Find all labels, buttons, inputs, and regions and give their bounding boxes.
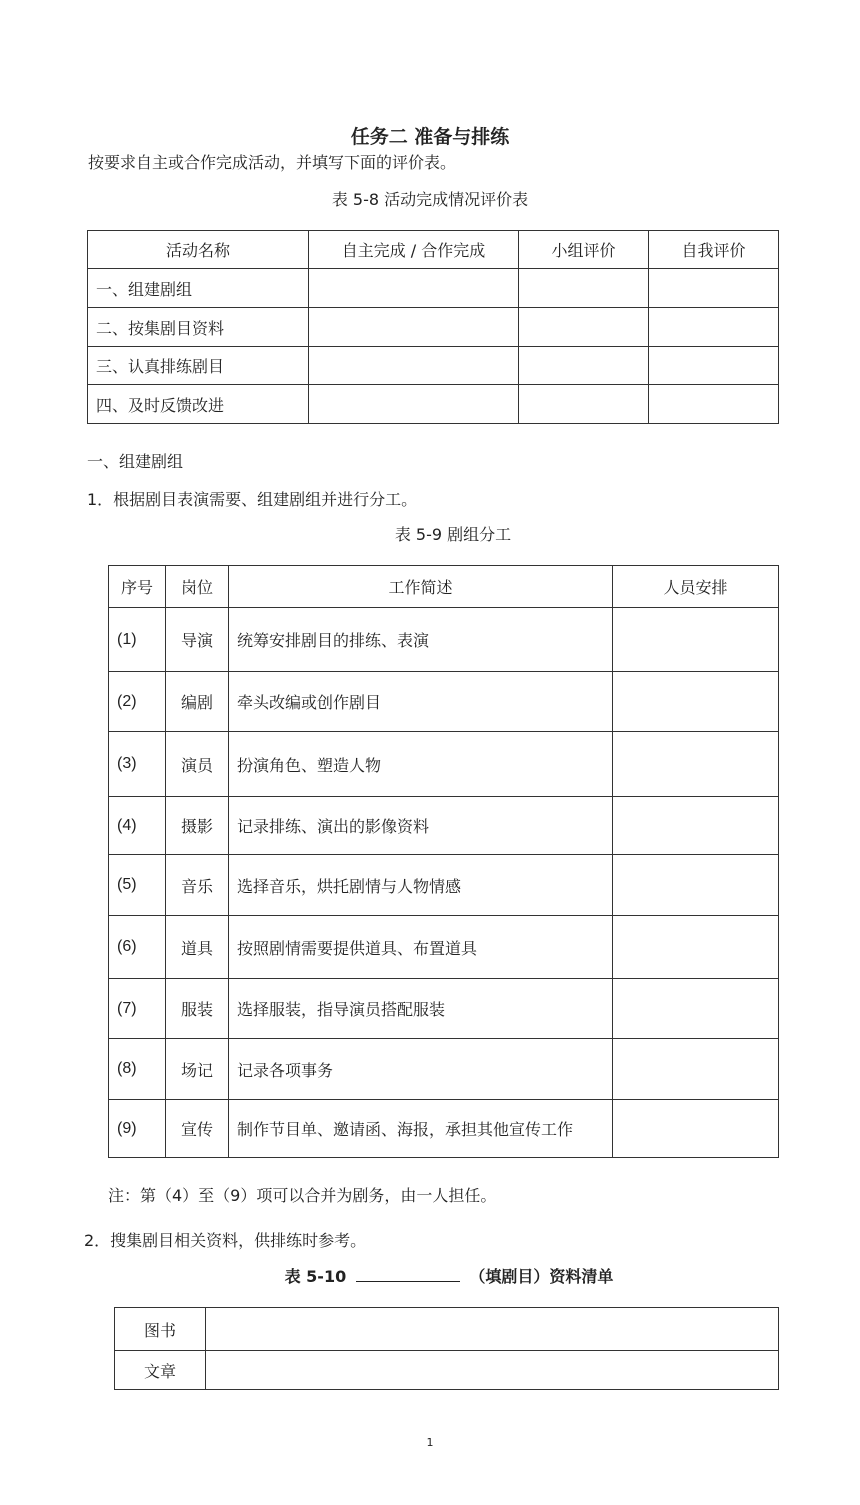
self-eval-cell[interactable] <box>649 308 779 347</box>
material-type: 图书 <box>115 1308 206 1351</box>
row-number: (4) <box>109 797 166 855</box>
self-eval-cell[interactable] <box>649 385 779 424</box>
material-input-cell[interactable] <box>206 1351 779 1390</box>
row-number: (8) <box>109 1039 166 1100</box>
activity-name: 四、及时反馈改进 <box>88 385 309 424</box>
row-number: (9) <box>109 1100 166 1158</box>
row-role: 摄影 <box>166 797 229 855</box>
material-type: 文章 <box>115 1351 206 1390</box>
row-role: 服装 <box>166 979 229 1039</box>
table-row <box>109 1100 779 1158</box>
staff-cell[interactable] <box>613 672 779 732</box>
self-eval-cell[interactable] <box>649 269 779 308</box>
section-heading: 一、组建剧组 <box>87 452 184 471</box>
staff-cell[interactable] <box>613 979 779 1039</box>
table-row <box>115 1351 779 1390</box>
completion-cell[interactable] <box>309 347 519 385</box>
header-role: 岗位 <box>166 566 229 608</box>
group-eval-cell[interactable] <box>519 269 649 308</box>
row-number: (7) <box>109 979 166 1039</box>
table-header-row <box>109 566 779 608</box>
staff-cell[interactable] <box>613 916 779 979</box>
materials-table <box>114 1307 779 1390</box>
table-row <box>115 1308 779 1351</box>
row-role: 场记 <box>166 1039 229 1100</box>
intro-text: 按要求自主或合作完成活动，并填写下面的评价表。 <box>88 153 457 172</box>
table-row <box>109 608 779 672</box>
completion-cell[interactable] <box>309 308 519 347</box>
row-description: 记录排练、演出的影像资料 <box>229 797 613 855</box>
row-number: (5) <box>109 855 166 916</box>
table-row <box>109 732 779 797</box>
row-role: 演员 <box>166 732 229 797</box>
activity-name: 一、组建剧组 <box>88 269 309 308</box>
row-role: 音乐 <box>166 855 229 916</box>
staff-cell[interactable] <box>613 1100 779 1158</box>
row-description: 按照剧情需要提供道具、布置道具 <box>229 916 613 979</box>
row-number: (3) <box>109 732 166 797</box>
group-eval-cell[interactable] <box>519 308 649 347</box>
row-role: 编剧 <box>166 672 229 732</box>
row-description: 选择服装，指导演员搭配服装 <box>229 979 613 1039</box>
table1-caption: 表 5-8 活动完成情况评价表 <box>331 190 529 209</box>
page-number: 1 <box>426 1436 434 1449</box>
row-description: 统筹安排剧目的排练、表演 <box>229 608 613 672</box>
staff-cell[interactable] <box>613 608 779 672</box>
completion-cell[interactable] <box>309 269 519 308</box>
row-description: 记录各项事务 <box>229 1039 613 1100</box>
crew-table <box>108 565 779 1158</box>
table3-caption <box>0 1264 860 1287</box>
row-role: 宣传 <box>166 1100 229 1158</box>
material-input-cell[interactable] <box>206 1308 779 1351</box>
header-activity: 活动名称 <box>88 231 309 269</box>
note-text: 注：第（4）至（9）项可以合并为剧务，由一人担任。 <box>108 1186 497 1205</box>
item-2-text: 2．搜集剧目相关资料，供排练时参考。 <box>84 1231 367 1250</box>
table-row <box>109 797 779 855</box>
table-row <box>88 308 779 347</box>
group-eval-cell[interactable] <box>519 347 649 385</box>
row-description: 制作节目单、邀请函、海报，承担其他宣传工作 <box>229 1100 613 1158</box>
staff-cell[interactable] <box>613 797 779 855</box>
activity-name: 三、认真排练剧目 <box>88 347 309 385</box>
page-title: 任务二 准备与排练 <box>350 126 510 148</box>
header-staff: 人员安排 <box>613 566 779 608</box>
table-row <box>109 916 779 979</box>
row-number: (6) <box>109 916 166 979</box>
table-row <box>109 979 779 1039</box>
item-1-text: 1．根据剧目表演需要、组建剧组并进行分工。 <box>87 490 418 509</box>
table2-caption: 表 5-9 剧组分工 <box>394 525 512 544</box>
completion-cell[interactable] <box>309 385 519 424</box>
activity-name: 二、按集剧目资料 <box>88 308 309 347</box>
table-row <box>109 1039 779 1100</box>
staff-cell[interactable] <box>613 855 779 916</box>
evaluation-table <box>87 230 779 424</box>
staff-cell[interactable] <box>613 1039 779 1100</box>
self-eval-cell[interactable] <box>649 347 779 385</box>
row-description: 选择音乐，烘托剧情与人物情感 <box>229 855 613 916</box>
table-row <box>109 855 779 916</box>
row-description: 牵头改编或创作剧目 <box>229 672 613 732</box>
row-role: 导演 <box>166 608 229 672</box>
staff-cell[interactable] <box>613 732 779 797</box>
header-group-eval: 小组评价 <box>519 231 649 269</box>
row-number: (2) <box>109 672 166 732</box>
table-header-row <box>88 231 779 269</box>
table-row <box>88 269 779 308</box>
table-row <box>88 347 779 385</box>
play-name-blank[interactable] <box>356 1265 460 1282</box>
table3-caption-prefix: 表 5-10 <box>284 1267 347 1286</box>
table3-caption-suffix: （填剧目）资料清单 <box>469 1267 614 1286</box>
row-number: (1) <box>109 608 166 672</box>
header-description: 工作简述 <box>229 566 613 608</box>
header-completion: 自主完成 / 合作完成 <box>309 231 519 269</box>
row-description: 扮演角色、塑造人物 <box>229 732 613 797</box>
group-eval-cell[interactable] <box>519 385 649 424</box>
header-self-eval: 自我评价 <box>649 231 779 269</box>
table-row <box>88 385 779 424</box>
row-role: 道具 <box>166 916 229 979</box>
table-row <box>109 672 779 732</box>
header-number: 序号 <box>109 566 166 608</box>
